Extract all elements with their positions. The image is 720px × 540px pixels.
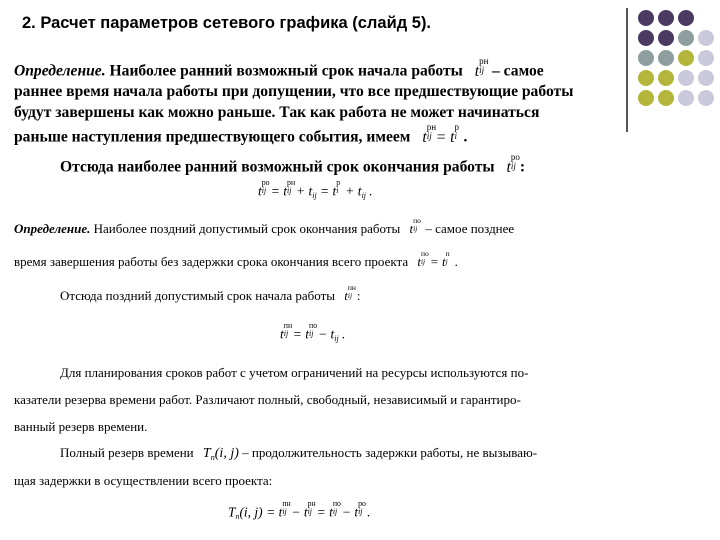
para-line-5: щая задержки в осуществлении всего проекта:: [14, 473, 273, 488]
def2-line-1: Определение. Наиболее поздний допустимый срок окончания работы t по ij – самое позднее: [14, 216, 515, 236]
formula-T-n: $T_п(i$, j): [202, 446, 239, 462]
decorative-dot: [698, 90, 714, 106]
decorative-dot: [698, 50, 714, 66]
decorative-dot: [678, 10, 694, 26]
formula-early-finish: t ро ij = t рн ij + $t_{ij} = t$ р i + $t_{ij}$ .: [258, 178, 373, 201]
formula-t-ij-rn: t рн ij: [474, 55, 489, 80]
def2-line-2: время завершения работы без задержки срока окончания всего проекта t по ij = t п j .: [14, 249, 458, 269]
formula-t-ij-pn: t пн ij: [344, 283, 356, 303]
decorative-dot: [638, 90, 654, 106]
decorative-dot-grid: [630, 8, 720, 128]
formula-t-ij-po: t по ij: [409, 216, 421, 236]
decorative-dot: [638, 50, 654, 66]
decorative-dot: [638, 30, 654, 46]
decorative-dot: [658, 50, 674, 66]
para-line-1: Для планирования сроков работ с учетом ограничений на ресурсы используются по-: [60, 365, 529, 380]
def1-text-1b: – самое: [491, 62, 544, 80]
def1-text-1: Наиболее ранний возможный срок начала работы: [109, 62, 463, 80]
divider-line: [626, 8, 628, 132]
def1-line-2: раннее время начала работы при допущении, что все предшествующие работы: [14, 83, 574, 100]
decorative-dot: [678, 90, 694, 106]
decorative-dot: [638, 70, 654, 86]
decorative-dot: [658, 30, 674, 46]
def1-label: Определение.: [14, 62, 106, 80]
decorative-dot: [678, 30, 694, 46]
para-line-2: казатели резерва времени работ. Различают полный, свободный, независимый и гарантиро-: [14, 392, 521, 407]
def1-line-4: раньше наступления предшествующего события, имеем t рн ij = t р i .: [14, 121, 468, 146]
decorative-dot: [638, 10, 654, 26]
def2-line-3: Отсюда поздний допустимый срок начала работы t пн ij :: [60, 283, 361, 303]
decorative-dot: [678, 50, 694, 66]
formula-t-ij-ro: t ро ij: [506, 151, 520, 176]
formula-t-rn-eq-t-r: t рн ij = t р i: [422, 121, 459, 146]
def1-line-5: Отсюда наиболее ранний возможный срок окончания работы t ро ij :: [60, 151, 526, 176]
formula-t-po-eq-t-p: t по ij = t п j: [417, 249, 450, 269]
decorative-dot: [698, 30, 714, 46]
decorative-dot: [658, 10, 674, 26]
def1-line-1: [14, 55, 544, 80]
slide-title: 2. Расчет параметров сетевого графика (слайд 5).: [22, 14, 432, 32]
decorative-dot: [658, 70, 674, 86]
formula-full-reserve: $T_п(i$, j) = t пн ij − t рн ij = t по ij − t ро ij .: [228, 499, 371, 522]
decorative-dot: [678, 70, 694, 86]
decorative-dot: [698, 70, 714, 86]
decorative-dot: [658, 90, 674, 106]
para-line-4: Полный резерв времени $T_п(i$, j) – продолжительность задержки работы, не вызываю-: [60, 445, 538, 462]
def1-line-3: будут завершены как можно раньше. Так как работа не может начинаться: [14, 104, 540, 121]
para-line-3: ванный резерв времени.: [14, 419, 148, 434]
formula-late-start: t пн ij = t по ij − $t_{ij}$ .: [280, 321, 346, 344]
